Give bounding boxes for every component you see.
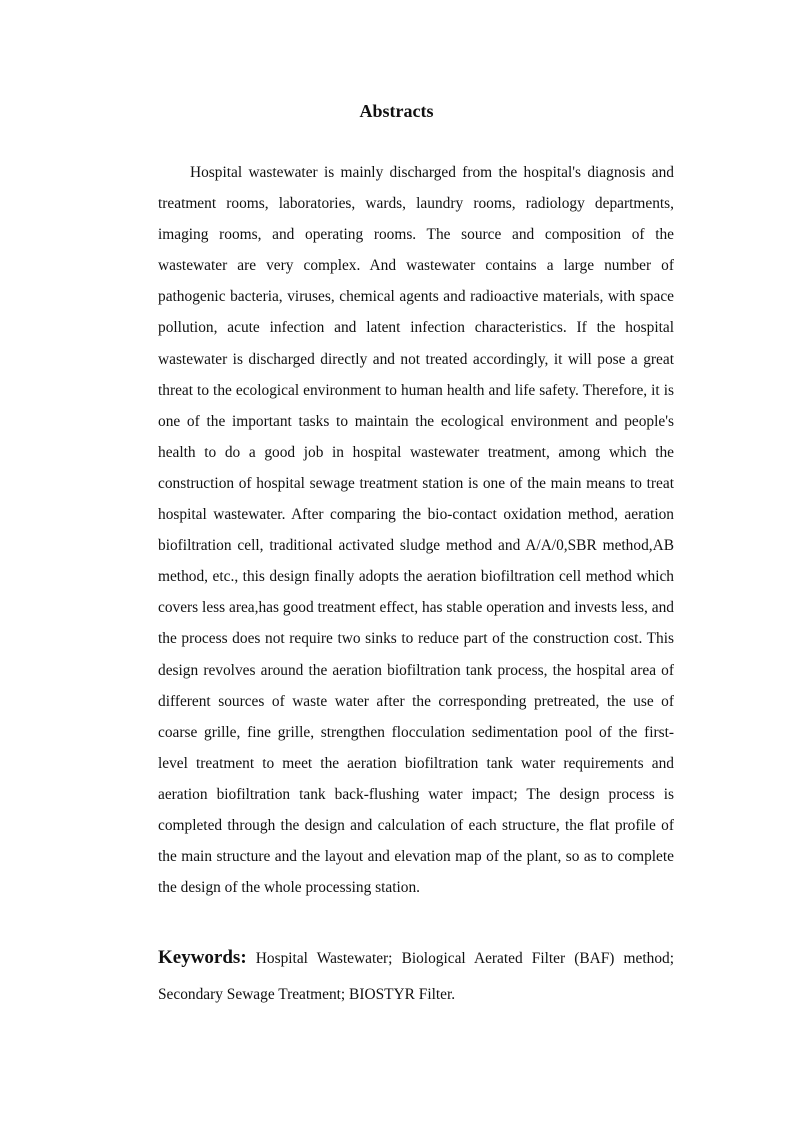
- keywords-label: Keywords:: [158, 947, 247, 968]
- keywords-line: [158, 940, 674, 1013]
- keywords-text: Hospital Wastewater; Biological Aerated Filter (BAF) method; Secondary Sewage Treatment; BIOSTYR Filter.: [158, 950, 674, 1003]
- abstract-paragraph: Hospital wastewater is mainly discharged from the hospital's diagnosis and treatment rooms, laboratories, wards, laundry rooms, radiology departments, imaging rooms, and operating rooms. The source and composition of the wastewater are very complex. And wastewater contains a large number of pathogenic bacteria, viruses, chemical agents and radioactive materials, with space pollution, acute infection and latent infection characteristics. If the hospital wastewater is discharged directly and not treated accordingly, it will pose a great threat to the ecological environment to human health and life safety. Therefore, it is one of the important tasks to maintain the ecological environment and people's health to do a good job in hospital wastewater treatment, among which the construction of hospital sewage treatment station is one of the main means to treat hospital wastewater. After comparing the bio-contact oxidation method, aeration biofiltration cell, traditional activated sludge method and A/A/0,SBR method,AB method, etc., this design finally adopts the aeration biofiltration cell method which covers less area,has good treatment effect, has stable operation and invests less, and the process does not require two sinks to reduce part of the construction cost. This design revolves around the aeration biofiltration tank process, the hospital area of different sources of waste water after the corresponding pretreated, the use of coarse grille, fine grille, strengthen flocculation sedimentation pool of the first-level treatment to meet the aeration biofiltration tank water requirements and aeration biofiltration tank back-flushing water impact; The design process is completed through the design and calculation of each structure, the flat profile of the main structure and the layout and elevation map of the plant, so as to complete the design of the whole processing station.: [158, 164, 674, 897]
- page-title: Abstracts: [359, 101, 434, 121]
